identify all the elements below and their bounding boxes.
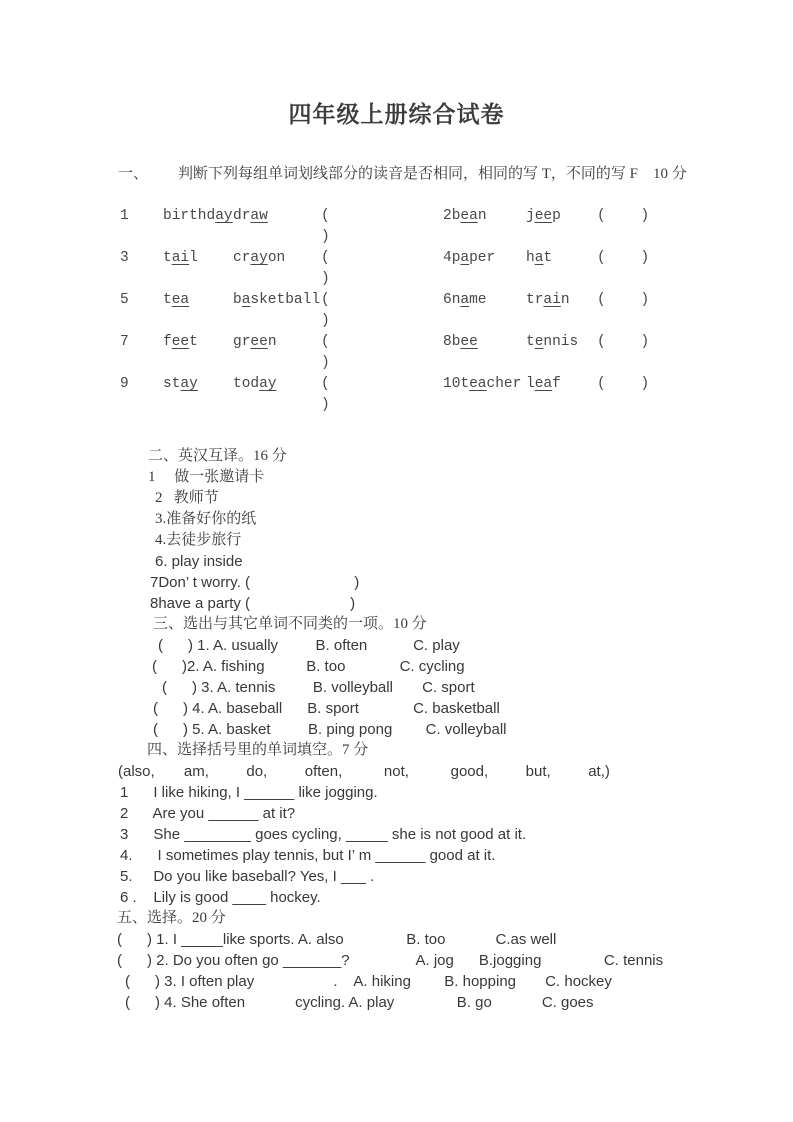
question-line: 3.准备好你的纸 (155, 511, 257, 527)
answer-parentheses: ( ) (597, 376, 650, 392)
word: train (526, 292, 570, 308)
question-line: ( ) 3. I often play . A. hiking B. hopping C. hockey (125, 973, 612, 990)
word: tea (163, 292, 190, 308)
section1-heading (118, 162, 687, 183)
word: green (233, 334, 277, 350)
question-line: 8have a party ( ) (150, 595, 356, 612)
question-line: 5. Do you like baseball? Yes, I ___ . (120, 868, 375, 885)
word: 6name (443, 292, 487, 308)
answer-parentheses: ( ) (597, 208, 650, 224)
section-heading: 三、选出与其它单词不同类的一项。10 分 (153, 616, 427, 632)
word: 2bean (443, 208, 487, 224)
pair-number: 1 (120, 208, 129, 224)
word-pair-row (120, 332, 667, 374)
word-pair-row (120, 248, 667, 290)
word: draw (233, 208, 268, 224)
word: tennis (526, 334, 579, 350)
question-line: 1 I like hiking, I ______ like jogging. (120, 784, 378, 801)
phonics-word-table (120, 206, 667, 416)
word: leaf (526, 376, 561, 392)
word: tail (163, 250, 198, 266)
pair-number: 7 (120, 334, 129, 350)
word: hat (526, 250, 553, 266)
answer-parentheses: ( ) (597, 292, 650, 308)
word-pair-row (120, 374, 667, 416)
question-line: 2 Are you ______ at it? (120, 805, 296, 822)
word: jeep (526, 208, 561, 224)
question-line: ( ) 5. A. basket B. ping pong C. volleyball (153, 721, 507, 738)
word: birthday (163, 208, 233, 224)
question-line: ( )2. A. fishing B. too C. cycling (152, 658, 465, 675)
answer-parentheses: ( ) (597, 250, 650, 266)
answer-parentheses: ( ) (321, 292, 330, 329)
word: stay (163, 376, 198, 392)
word: 8bee (443, 334, 478, 350)
answer-parentheses: ( ) (597, 334, 650, 350)
question-line: ( ) 4. She often cycling. A. play B. go C. goes (125, 994, 594, 1011)
question-lines (0, 446, 793, 1013)
question-line: 1 做一张邀请卡 (148, 469, 265, 485)
pair-number: 9 (120, 376, 129, 392)
word: feet (163, 334, 198, 350)
section-heading: 五、选择。20 分 (117, 910, 226, 926)
answer-parentheses: ( ) (321, 208, 330, 245)
section-heading: 二、英汉互译。16 分 (148, 448, 287, 464)
question-line: ( ) 4. A. baseball B. sport C. basketball (153, 700, 500, 717)
pair-number: 5 (120, 292, 129, 308)
question-line: 3 She ________ goes cycling, _____ she is not good at it. (120, 826, 527, 843)
answer-parentheses: ( ) (321, 334, 330, 371)
question-line: 4. I sometimes play tennis, but I’ m ______ good at it. (120, 847, 496, 864)
section1-number: 一、 (118, 166, 149, 182)
answer-parentheses: ( ) (321, 376, 330, 413)
question-line: ( ) 1. A. usually B. often C. play (158, 637, 460, 654)
question-line: 2 教师节 (155, 490, 219, 506)
question-line: (also, am, do, often, not, good, but, at,) (118, 763, 610, 780)
word: today (233, 376, 277, 392)
section1-heading-text: 判断下列每组单词划线部分的读音是否相同，相同的写 T，不同的写 F 10 分 (178, 166, 687, 182)
word: crayon (233, 250, 286, 266)
question-line: 7Don’ t worry. ( ) (150, 574, 360, 591)
question-line: 6 . Lily is good ____ hockey. (120, 889, 321, 906)
word-pair-row (120, 290, 667, 332)
question-line: ( ) 3. A. tennis B. volleyball C. sport (162, 679, 475, 696)
word: 4paper (443, 250, 496, 266)
word: basketball (233, 292, 321, 308)
word-pair-row (120, 206, 667, 248)
question-line: 4.去徒步旅行 (155, 532, 242, 548)
pair-number: 3 (120, 250, 129, 266)
question-line: 6. play inside (155, 553, 243, 570)
word: 10teacher (443, 376, 522, 392)
page-title: 四年级上册综合试卷 (288, 102, 505, 127)
question-line: ( ) 1. I _____like sports. A. also B. too C.as well (117, 931, 557, 948)
answer-parentheses: ( ) (321, 250, 330, 287)
question-line: ( ) 2. Do you often go _______? A. jog B.jogging C. tennis (117, 952, 664, 969)
section-heading: 四、选择括号里的单词填空。7 分 (147, 742, 369, 758)
